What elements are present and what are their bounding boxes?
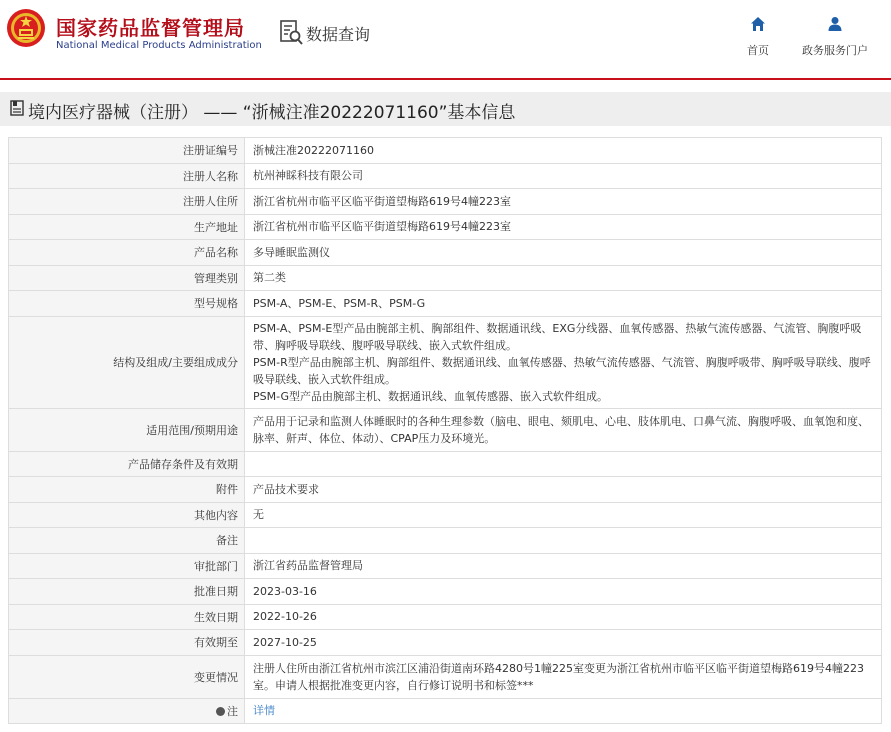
info-row-label: 注册证编号 <box>9 138 245 164</box>
nav-gov-portal[interactable] <box>800 16 870 58</box>
device-info-table <box>8 137 882 724</box>
info-row-label: 生效日期 <box>9 604 245 630</box>
user-icon <box>827 16 843 32</box>
header-divider <box>0 78 891 80</box>
info-row-value: 2027-10-25 <box>245 630 882 656</box>
info-row <box>9 316 882 408</box>
info-row-label: 其他内容 <box>9 502 245 528</box>
info-row-label: 审批部门 <box>9 553 245 579</box>
info-row-value: 注册人住所由浙江省杭州市滨江区浦沿街道南环路4280号1幢225室变更为浙江省杭州市临平区临平街道望梅路619号4幢223室。申请人根据批准变更内容，自行修订说明书和标签*** <box>245 655 882 698</box>
info-row <box>9 579 882 605</box>
info-row <box>9 630 882 656</box>
info-row-label: 变更情况 <box>9 655 245 698</box>
info-row-label: 附件 <box>9 477 245 503</box>
info-row <box>9 138 882 164</box>
info-row-label: 备注 <box>9 528 245 554</box>
info-row <box>9 553 882 579</box>
info-row-label: 产品储存条件及有效期 <box>9 451 245 477</box>
info-row <box>9 189 882 215</box>
info-row-label: 适用范围/预期用途 <box>9 408 245 451</box>
nav-gov-portal-label: 政务服务门户 <box>802 44 868 57</box>
info-row-value: 产品技术要求 <box>245 477 882 503</box>
note-icon <box>216 707 225 716</box>
info-row-value: 浙江省杭州市临平区临平街道望梅路619号4幢223室 <box>245 189 882 215</box>
info-row <box>9 214 882 240</box>
data-query-label: 数据查询 <box>306 25 371 44</box>
info-row <box>9 655 882 698</box>
national-emblem-icon <box>6 8 46 48</box>
info-row <box>9 163 882 189</box>
info-row-label: 有效期至 <box>9 630 245 656</box>
info-row <box>9 451 882 477</box>
note-row <box>9 698 882 724</box>
info-row-label: 管理类别 <box>9 265 245 291</box>
info-row-label: 注册人住所 <box>9 189 245 215</box>
info-row <box>9 265 882 291</box>
info-row-value: 2023-03-16 <box>245 579 882 605</box>
info-row-value: 杭州神睬科技有限公司 <box>245 163 882 189</box>
site-header <box>0 0 891 78</box>
info-row-label: 生产地址 <box>9 214 245 240</box>
note-label: 注 <box>227 704 238 718</box>
info-row-value: 浙江省杭州市临平区临平街道望梅路619号4幢223室 <box>245 214 882 240</box>
info-row-label: 产品名称 <box>9 240 245 266</box>
info-row <box>9 477 882 503</box>
info-row <box>9 291 882 317</box>
nav-home[interactable] <box>742 16 774 58</box>
site-title-cn[interactable]: 国家药品监督管理局 <box>56 16 245 40</box>
info-row-value: 2022-10-26 <box>245 604 882 630</box>
info-row <box>9 528 882 554</box>
page-title: 境内医疗器械（注册） —— “浙械注准20222071160”基本信息 <box>28 103 516 123</box>
info-row <box>9 502 882 528</box>
document-icon <box>10 100 24 116</box>
detail-link[interactable]: 详情 <box>253 704 275 718</box>
info-row-label: 结构及组成/主要组成成分 <box>9 316 245 408</box>
info-row-value: 产品用于记录和监测人体睡眠时的各种生理参数（脑电、眼电、颏肌电、心电、肢体肌电、口鼻气流、胸腹呼吸、血氧饱和度、脉率、鼾声、体位、体动）、CPAP压力及环境光。 <box>245 408 882 451</box>
info-row-value <box>245 451 882 477</box>
home-icon <box>750 16 766 32</box>
info-row-value: 第二类 <box>245 265 882 291</box>
info-row-label: 批准日期 <box>9 579 245 605</box>
info-row-label: 注册人名称 <box>9 163 245 189</box>
info-row <box>9 604 882 630</box>
info-row <box>9 240 882 266</box>
note-value-cell <box>245 698 882 724</box>
info-row-value: 多导睡眠监测仪 <box>245 240 882 266</box>
info-row-label: 型号规格 <box>9 291 245 317</box>
note-label-cell <box>9 698 245 724</box>
info-row-value: PSM-A、PSM-E、PSM-R、PSM-G <box>245 291 882 317</box>
info-row-value <box>245 528 882 554</box>
info-row-value: 无 <box>245 502 882 528</box>
info-row-value: 浙江省药品监督管理局 <box>245 553 882 579</box>
info-row-value: PSM-A、PSM-E型产品由腕部主机、胸部组件、数据通讯线、EXG分线器、血氧传感器、热敏气流传感器、气流管、胸腹呼吸带、胸呼吸导联线、腹呼吸导联线、嵌入式软件组成。 PSM-R型产品由腕部主机、胸部组件、数据通讯线、血氧传感器、热敏气流传感器、气流管、胸腹呼吸带、胸呼吸导联线、腹呼吸导联线、嵌入式软件组成。 PSM-G型产品由腕部主机、数据通讯线、血氧传感器、嵌入式软件组成。 <box>245 316 882 408</box>
site-title-en[interactable]: National Medical Products Administration <box>56 40 262 51</box>
info-row-value: 浙械注准20222071160 <box>245 138 882 164</box>
page-title-bar <box>0 92 891 126</box>
info-row <box>9 408 882 451</box>
data-query-icon <box>280 20 304 46</box>
nav-home-label: 首页 <box>747 44 769 57</box>
